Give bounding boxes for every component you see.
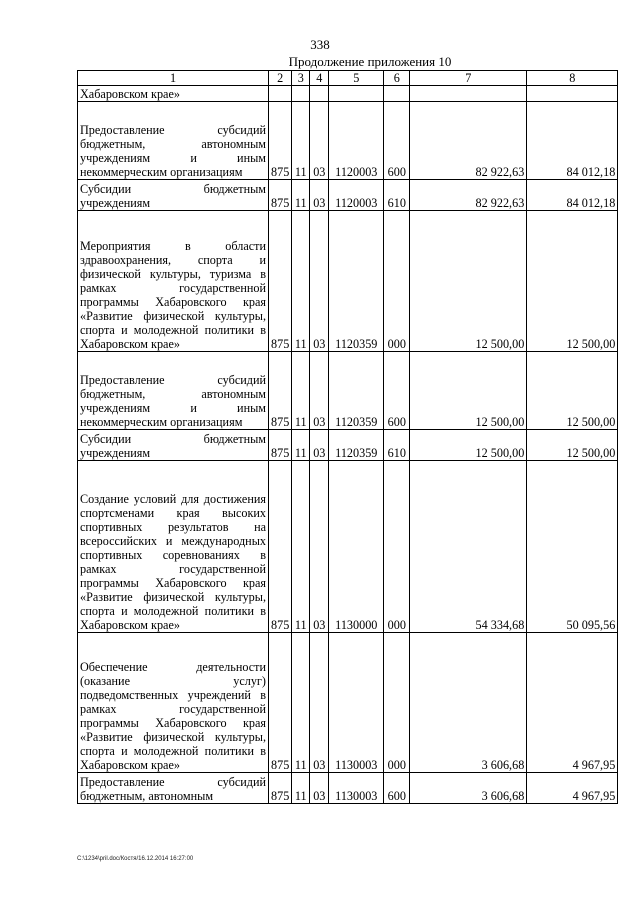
cell-admin-code: 875 [269, 461, 292, 633]
cell-target-article: 1130000 [329, 461, 384, 633]
cell-amount-2: 50 095,56 [527, 461, 618, 633]
cell-amount-2: 12 500,00 [527, 430, 618, 461]
row-name: Создание условий для достижения спортсменами края высоких спортивных результатов на всероссийских и международных спортивных соревнованиях в рамках государственной программы Хабаровского края «Развитие физической культуры, спорта и молодежной политики в Хабаровском крае» [78, 461, 269, 633]
cell-amount-2: 4 967,95 [527, 773, 618, 804]
budget-table [77, 70, 618, 804]
cell-section: 11 [292, 352, 310, 430]
cell-admin-code: 875 [269, 773, 292, 804]
cell-amount-1: 3 606,68 [410, 773, 527, 804]
cell-expense-type: 610 [384, 430, 410, 461]
cell-amount-1: 82 922,63 [410, 102, 527, 180]
table-row [78, 180, 618, 211]
cell-admin-code: 875 [269, 180, 292, 211]
column-header: 5 [329, 71, 384, 86]
cell-expense-type: 600 [384, 352, 410, 430]
cell-admin-code: 875 [269, 211, 292, 352]
document-path-footer: C:\1234\pril.doc/Костя/16.12.2014 16:27:00 [77, 856, 194, 862]
cell-section: 11 [292, 430, 310, 461]
cell-target-article: 1120359 [329, 211, 384, 352]
cell-subsection: 03 [310, 180, 329, 211]
column-header: 7 [410, 71, 527, 86]
row-name: Предоставление субсидий бюджетным, автономным учреждениям и иным некоммерческим организациям [78, 352, 269, 430]
row-name: Хабаровском крае» [78, 86, 269, 102]
cell-expense-type: 000 [384, 461, 410, 633]
cell-target-article: 1120359 [329, 352, 384, 430]
cell-section: 11 [292, 180, 310, 211]
cell-amount-1: 12 500,00 [410, 352, 527, 430]
cell-target-article: 1120003 [329, 102, 384, 180]
cell-subsection: 03 [310, 352, 329, 430]
row-name: Предоставление субсидий бюджетным, автономным учреждениям и иным некоммерческим организациям [78, 102, 269, 180]
cell-admin-code: 875 [269, 352, 292, 430]
column-header: 6 [384, 71, 410, 86]
cell-section: 11 [292, 211, 310, 352]
cell-amount-2: 4 967,95 [527, 633, 618, 773]
column-header: 3 [292, 71, 310, 86]
column-header: 8 [527, 71, 618, 86]
cell-subsection: 03 [310, 430, 329, 461]
column-header: 1 [78, 71, 269, 86]
column-header-row [78, 71, 618, 86]
table-row [78, 102, 618, 180]
cell-subsection: 03 [310, 211, 329, 352]
row-name: Предоставление субсидий бюджетным, автономным [78, 773, 269, 804]
cell-section: 11 [292, 461, 310, 633]
cell-target-article: 1120003 [329, 180, 384, 211]
cell-expense-type: 000 [384, 633, 410, 773]
cell-expense-type: 600 [384, 102, 410, 180]
table-row [78, 211, 618, 352]
cell-amount-1: 3 606,68 [410, 633, 527, 773]
cell-amount-2: 84 012,18 [527, 180, 618, 211]
cell-section: 11 [292, 633, 310, 773]
table-row [78, 352, 618, 430]
cell-amount-1: 12 500,00 [410, 211, 527, 352]
cell-admin-code: 875 [269, 102, 292, 180]
row-name: Обеспечение деятельности (оказание услуг) подведомственных учреждений в рамках государственной программы Хабаровского края «Развитие физической культуры, спорта и молодежной политики в Хабаровском крае» [78, 633, 269, 773]
cell-section: 11 [292, 102, 310, 180]
row-name: Мероприятия в области здравоохранения, спорта и физической культуры, туризма в рамках государственной программы Хабаровского края «Развитие физической культуры, спорта и молодежной политики в Хабаровском крае» [78, 211, 269, 352]
cell-target-article: 1130003 [329, 633, 384, 773]
cell-subsection: 03 [310, 633, 329, 773]
cell-amount-1: 54 334,68 [410, 461, 527, 633]
cell-admin-code: 875 [269, 430, 292, 461]
cell-expense-type: 000 [384, 211, 410, 352]
row-name: Субсидии бюджетным учреждениям [78, 430, 269, 461]
table-row [78, 430, 618, 461]
cell-expense-type: 610 [384, 180, 410, 211]
cell-subsection: 03 [310, 102, 329, 180]
cell-target-article: 1120359 [329, 430, 384, 461]
cell-expense-type: 600 [384, 773, 410, 804]
cell-target-article: 1130003 [329, 773, 384, 804]
table-row [78, 633, 618, 773]
cell-subsection: 03 [310, 461, 329, 633]
continuation-title: Продолжение приложения 10 [288, 54, 452, 69]
cell-amount-1: 82 922,63 [410, 180, 527, 211]
cell-section: 11 [292, 773, 310, 804]
page-number: 338 [310, 37, 330, 52]
table-row [78, 86, 618, 102]
cell-admin-code: 875 [269, 633, 292, 773]
cell-subsection: 03 [310, 773, 329, 804]
row-name: Субсидии бюджетным учреждениям [78, 180, 269, 211]
table-row [78, 461, 618, 633]
table-row [78, 773, 618, 804]
cell-amount-1: 12 500,00 [410, 430, 527, 461]
column-header: 4 [310, 71, 329, 86]
cell-amount-2: 84 012,18 [527, 102, 618, 180]
cell-amount-2: 12 500,00 [527, 211, 618, 352]
cell-amount-2: 12 500,00 [527, 352, 618, 430]
column-header: 2 [269, 71, 292, 86]
